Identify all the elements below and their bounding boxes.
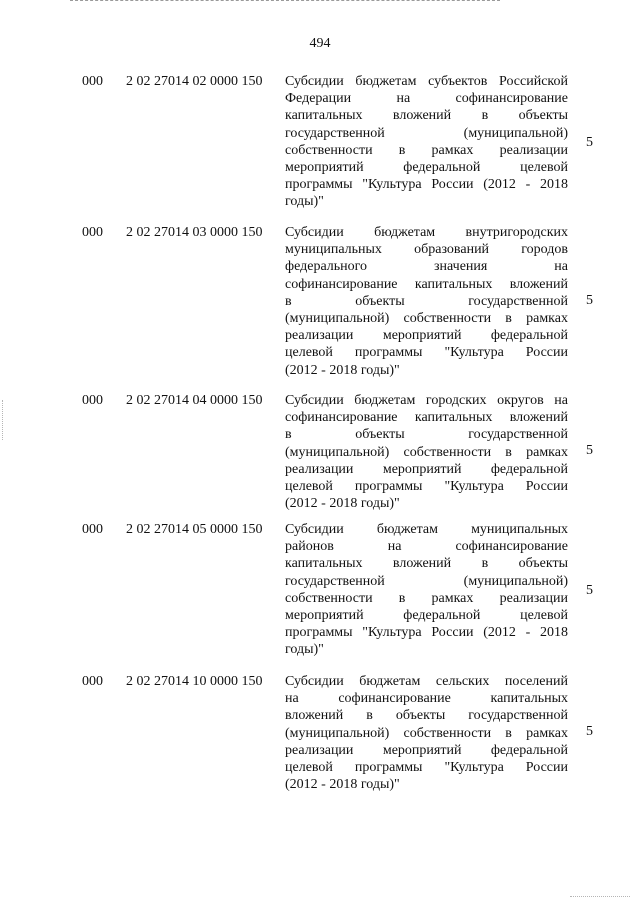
description-line: в объекты государственной: [285, 293, 568, 309]
kbk-code: 2 02 27014 04 0000 150: [126, 393, 263, 408]
description-line: государственной (муниципальной): [285, 573, 568, 589]
admin-code: 000: [82, 74, 103, 89]
description-line: муниципальных образований городов: [285, 242, 568, 258]
kbk-code: 2 02 27014 03 0000 150: [126, 225, 263, 240]
kbk-code: 2 02 27014 05 0000 150: [126, 522, 263, 537]
description-line: (муниципальной) собственности в рамках: [285, 725, 568, 741]
description-line: целевой программы "Культура России: [285, 760, 568, 776]
description-line: вложений в объекты государственной: [285, 708, 568, 724]
description-line: (2012 - 2018 годы)": [285, 362, 400, 378]
description-line: собственности в рамках реализации: [285, 590, 568, 606]
row-description: [285, 392, 568, 512]
description-line: программы "Культура России (2012 - 2018: [285, 625, 568, 641]
amount-value: 5: [586, 583, 593, 598]
description-line: (муниципальной) собственности в рамках: [285, 444, 568, 460]
page-number: 494: [309, 36, 331, 51]
description-line: Субсидии бюджетам муниципальных: [285, 522, 568, 537]
description-line: государственной (муниципальной): [285, 125, 568, 141]
amount-value: 5: [586, 724, 593, 739]
admin-code: 000: [82, 225, 103, 240]
description-line: Федерации на софинансирование: [285, 91, 568, 107]
description-line: реализации мероприятий федеральной: [285, 328, 568, 344]
description-line: целевой программы "Культура России: [285, 479, 568, 495]
description-line: (2012 - 2018 годы)": [285, 496, 400, 512]
description-line: Субсидии бюджетам городских округов на: [285, 393, 568, 408]
description-line: мероприятий федеральной целевой: [285, 608, 568, 624]
top-edge-rule: [70, 0, 500, 1]
description-line: Субсидии бюджетам сельских поселений: [285, 674, 568, 689]
admin-code: 000: [82, 522, 103, 537]
description-line: софинансирование капитальных вложений: [285, 276, 568, 292]
bottom-edge-mark: [570, 896, 630, 897]
description-line: реализации мероприятий федеральной: [285, 742, 568, 758]
admin-code: 000: [82, 674, 103, 689]
description-line: капитальных вложений в объекты: [285, 556, 568, 572]
description-line: целевой программы "Культура России: [285, 345, 568, 361]
description-line: годы)": [285, 642, 324, 658]
description-line: программы "Культура России (2012 - 2018: [285, 177, 568, 193]
description-line: (2012 - 2018 годы)": [285, 777, 400, 793]
description-line: собственности в рамках реализации: [285, 142, 568, 158]
margin-mark: [2, 400, 11, 440]
description-line: софинансирование капитальных вложений: [285, 410, 568, 426]
description-line: на софинансирование капитальных: [285, 691, 568, 707]
admin-code: 000: [82, 393, 103, 408]
description-line: федерального значения на: [285, 259, 568, 275]
description-line: Субсидии бюджетам внутригородских: [285, 225, 568, 240]
description-line: Субсидии бюджетам субъектов Российской: [285, 74, 568, 89]
row-description: [285, 73, 568, 211]
description-line: годы)": [285, 194, 324, 210]
description-line: районов на софинансирование: [285, 539, 568, 555]
description-line: мероприятий федеральной целевой: [285, 160, 568, 176]
row-description: [285, 521, 568, 659]
description-line: в объекты государственной: [285, 427, 568, 443]
amount-value: 5: [586, 293, 593, 308]
description-line: (муниципальной) собственности в рамках: [285, 311, 568, 327]
amount-value: 5: [586, 135, 593, 150]
description-line: капитальных вложений в объекты: [285, 108, 568, 124]
row-description: [285, 673, 568, 793]
row-description: [285, 224, 568, 379]
kbk-code: 2 02 27014 02 0000 150: [126, 74, 263, 89]
amount-value: 5: [586, 443, 593, 458]
kbk-code: 2 02 27014 10 0000 150: [126, 674, 263, 689]
description-line: реализации мероприятий федеральной: [285, 461, 568, 477]
